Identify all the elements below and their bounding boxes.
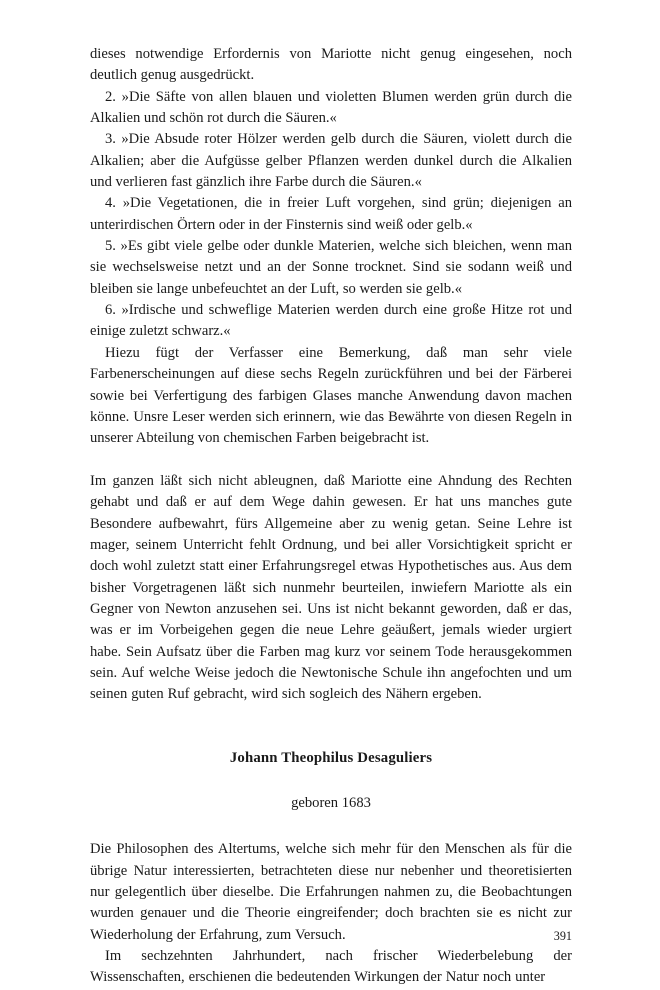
page-text-block: [90, 44, 572, 989]
numbered-rule-2: 2. »Die Säfte von allen blauen und violetten Blumen werden grün durch die Alkalien und schön rot durch die Säuren.«: [90, 88, 572, 127]
closing-paragraph-1: Die Philosophen des Altertums, welche sich mehr für den Menschen als für die übrige Natur interessierten, betrachteten diese nur nebenher und theoretisierten nur gelegentlich über dieselbe. Die Erfahrungen nahmen zu, die Beobachtungen wurden genauer und die Theorie eingreifender; doch brachten sie es nicht zur Wiederholung der Erfahrung, zum Versuch.: [90, 841, 572, 943]
numbered-rule-6: 6. »Irdische und schweflige Materien werden durch eine große Hitze rot und einige zuletzt schwarz.«: [90, 302, 572, 340]
closing-paragraph-2: Im sechzehnten Jahrhundert, nach frischer Wiederbelebung der Wissenschaften, erschienen die bedeutenden Wirkungen der Natur noch unter: [90, 948, 572, 986]
summary-paragraph: Im ganzen läßt sich nicht ableugnen, daß Mariotte eine Ahndung des Rechten gehabt und daß er auf dem Wege dahin gewesen. Er hat uns manches gute Besondere aufbewahrt, fürs Allgemeine aber zu wenig getan. Seine Lehre ist mager, seinem Unterricht fehlt Ordnung, und bei aller Vorsichtigkeit spricht er doch wohl zuletzt statt einer Erfahrungsregel etwas Hypothetisches aus. Aus dem bisher Vorgetragenen läßt sich nunmehr beurteilen, inwiefern Mariotte als ein Gegner von Newton anzusehen sei. Uns ist nicht bekannt geworden, daß er das, was er im Vorbeigehen gegen die neue Lehre geäußert, jemals wieder urgiert habe. Sein Aufsatz über die Farben mag kurz vor seinem Tode herausgekommen sein. Auf welche Weise jedoch die Newtonische Schule ihn angefochten und um seinen guten Ruf gebracht, wird sich sogleich des Nähern ergeben.: [90, 472, 572, 703]
numbered-rule-5: 5. »Es gibt viele gelbe oder dunkle Materien, welche sich bleichen, wenn man sie wechselsweise netzt und an der Sonne trocknet. Sind sie sodann weiß und bleiben sie lange unbefeuchtet an der Luft, so werden sie gelb.«: [90, 238, 572, 297]
continued-paragraph: dieses notwendige Erfordernis von Mariotte nicht genug eingesehen, noch deutlich genug ausgedrückt.: [90, 46, 572, 84]
section-heading: Johann Theophilus Desaguliers: [229, 749, 433, 766]
section-heading-wrap: [90, 748, 572, 769]
page-number: 391: [553, 929, 572, 943]
remark-paragraph: Hiezu fügt der Verfasser eine Bemerkung, daß man sehr viele Farbenerscheinungen auf diese sechs Regeln zurückführen und bei der Färberei sowie bei Verfertigung des farbigen Glases manche Anwendung davon machen könne. Unsre Leser werden sich erinnern, wie das Bewährte von diesen Regeln in unserer Abteilung von chemischen Farben beigebracht ist.: [90, 344, 572, 447]
closing-paragraphs-wrap: [90, 839, 572, 988]
numbered-rule-4: 4. »Die Vegetationen, die in freier Luft vorgehen, sind grün; diejenigen an unterirdischen Örtern oder in der Finsternis sind weiß oder gelb.«: [90, 195, 572, 233]
section-subtitle: geboren 1683: [291, 795, 371, 811]
numbered-rule-3: 3. »Die Absude roter Hölzer werden gelb durch die Säuren, violett durch die Alkalien; aber die Aufgüsse gelber Pflanzen werden dunkel durch die Alkalien und verlieren fast gänzlich ihre Farbe durch die Säuren.«: [90, 131, 572, 191]
